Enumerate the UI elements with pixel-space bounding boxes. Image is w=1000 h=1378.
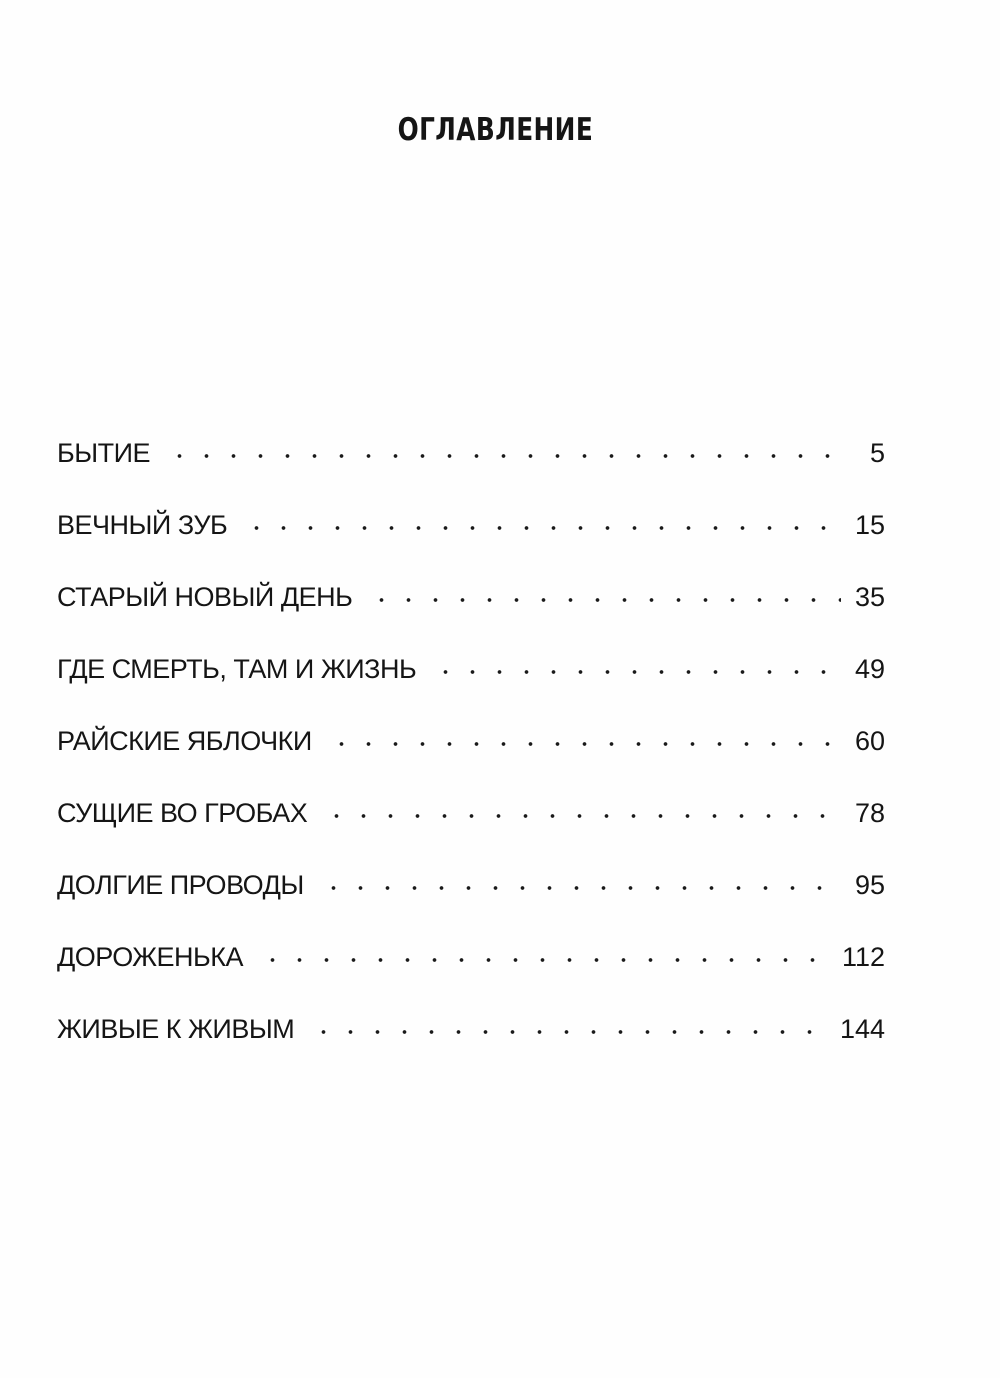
toc-entry-page: 49: [854, 654, 885, 684]
toc-entry-page: 35: [854, 582, 885, 612]
dot-leader: [310, 994, 826, 1038]
dot-leader: [259, 922, 828, 966]
toc-entry: [57, 490, 885, 562]
toc-entry-title: СТАРЫЙ НОВЫЙ ДЕНЬ: [57, 582, 353, 612]
toc-entry: [57, 922, 885, 994]
dot-leader: [320, 850, 841, 894]
toc-entry: [57, 634, 885, 706]
toc-entry-page: 15: [854, 510, 885, 540]
toc-entry-page: 144: [839, 1014, 885, 1044]
dot-leader: [243, 490, 841, 534]
dot-leader: [328, 706, 841, 750]
table-of-contents: [57, 418, 885, 1066]
toc-entry-page: 112: [841, 942, 885, 972]
toc-entry-title: ДОРОЖЕНЬКА: [57, 942, 244, 972]
toc-entry-page: 95: [854, 870, 885, 900]
toc-entry-title: БЫТИЕ: [57, 438, 151, 468]
toc-entry-title: ДОЛГИЕ ПРОВОДЫ: [57, 870, 304, 900]
toc-entry: [57, 706, 885, 778]
page-title: ОГЛАВЛЕНИЕ: [397, 112, 594, 148]
toc-entry-page: 60: [854, 726, 885, 756]
dot-leader: [432, 634, 841, 678]
toc-entry-page: 78: [854, 798, 885, 828]
toc-entry: [57, 418, 885, 490]
dot-leader: [166, 418, 851, 462]
toc-entry-title: РАЙСКИЕ ЯБЛОЧКИ: [57, 726, 312, 756]
toc-entry-title: ВЕЧНЫЙ ЗУБ: [57, 510, 228, 540]
toc-entry-page: 5: [869, 438, 885, 468]
dot-leader: [368, 562, 841, 606]
toc-entry: [57, 850, 885, 922]
dot-leader: [323, 778, 841, 822]
toc-entry: [57, 562, 885, 634]
toc-entry: [57, 778, 885, 850]
toc-entry-title: СУЩИЕ ВО ГРОБАХ: [57, 798, 308, 828]
toc-entry-title: ЖИВЫЕ К ЖИВЫМ: [57, 1014, 295, 1044]
toc-entry: [57, 994, 885, 1066]
toc-entry-title: ГДЕ СМЕРТЬ, ТАМ И ЖИЗНЬ: [57, 654, 417, 684]
